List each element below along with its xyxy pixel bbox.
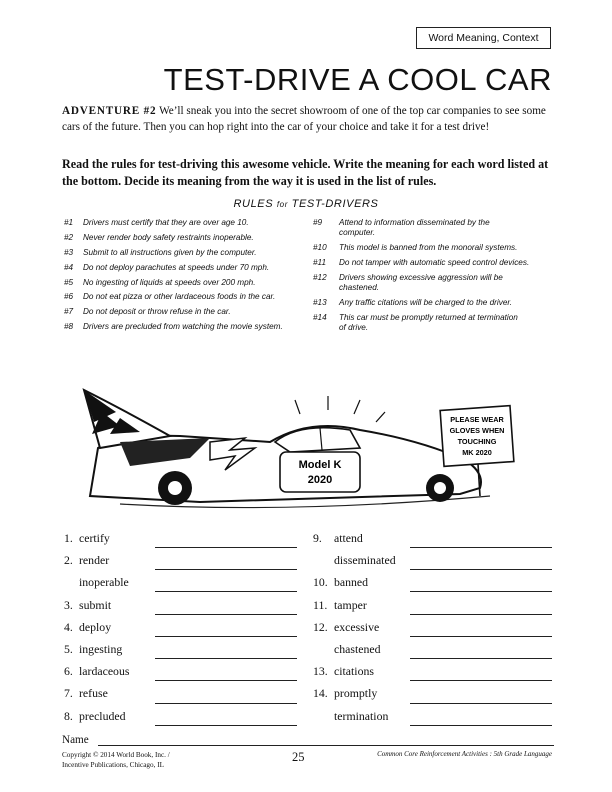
rule-item bbox=[64, 322, 284, 332]
answer-line[interactable] bbox=[410, 614, 552, 615]
directions: Read the rules for test-driving this awesome vehicle. Write the meaning for each word listed at the bottom. Decide its meaning from the way it is used in the list of rules. bbox=[62, 157, 549, 188]
rule-text: Never render body safety restraints inoperable. bbox=[83, 232, 254, 242]
vocab-word: lardaceous bbox=[79, 664, 130, 679]
vocab-number: 14. bbox=[313, 686, 328, 701]
rule-number: #12 bbox=[313, 272, 327, 282]
vocab-number: 13. bbox=[313, 664, 328, 679]
rule-item bbox=[64, 278, 314, 288]
book-title: Common Core Reinforcement Activities : 5th Grade Language bbox=[377, 750, 552, 758]
vocab-word: precluded bbox=[79, 708, 126, 723]
sign-line1: PLEASE WEAR bbox=[450, 415, 504, 424]
rule-text: This model is banned from the monorail systems. bbox=[339, 243, 518, 253]
rule-item bbox=[64, 233, 314, 243]
rule-item bbox=[313, 298, 558, 308]
rule-item bbox=[313, 243, 518, 253]
rule-number: #1 bbox=[64, 218, 74, 227]
rule-number: #3 bbox=[64, 247, 74, 257]
copyright-line2: Incentive Publications, Chicago, IL bbox=[62, 761, 164, 769]
answer-line[interactable] bbox=[410, 569, 552, 570]
answer-line[interactable] bbox=[410, 703, 552, 704]
rules-heading-for: for bbox=[276, 200, 288, 209]
rule-number: #7 bbox=[64, 307, 74, 317]
rule-text: This car must be promptly returned at termination of drive. bbox=[339, 313, 518, 333]
sign-line3: TOUCHING bbox=[457, 437, 497, 446]
vocab-row bbox=[313, 616, 558, 638]
answer-line[interactable] bbox=[410, 658, 552, 659]
vocab-word: render bbox=[79, 553, 110, 568]
rules-heading bbox=[0, 198, 612, 210]
vocab-row bbox=[313, 527, 558, 549]
vocab-row bbox=[64, 527, 304, 549]
vocab-number: 4. bbox=[64, 619, 73, 634]
vocab-row bbox=[313, 594, 558, 616]
rule-number: #13 bbox=[313, 298, 327, 308]
rule-item bbox=[313, 258, 543, 268]
copyright bbox=[62, 750, 170, 770]
vocab-number: 12. bbox=[313, 619, 328, 634]
vocab-row bbox=[64, 705, 304, 727]
rules-heading-main: RULES bbox=[233, 198, 274, 210]
vocab-number: 9. bbox=[313, 531, 322, 545]
rule-item bbox=[64, 307, 314, 317]
vocab-number: 11. bbox=[313, 597, 328, 612]
rules-list-right bbox=[313, 218, 558, 338]
rule-number: #5 bbox=[64, 277, 74, 287]
vocab-number: 1. bbox=[64, 531, 73, 545]
name-line[interactable] bbox=[98, 745, 554, 746]
rule-item bbox=[64, 248, 314, 258]
vocab-row bbox=[64, 638, 304, 660]
rule-item bbox=[64, 218, 314, 228]
vocab-word: inoperable bbox=[79, 575, 129, 590]
vocab-row bbox=[313, 705, 558, 727]
rule-item bbox=[64, 263, 274, 273]
answer-line[interactable] bbox=[155, 547, 297, 548]
vocab-number: 7. bbox=[64, 686, 73, 701]
rule-number: #6 bbox=[64, 292, 74, 302]
vocab-number: 5. bbox=[64, 641, 73, 656]
vocab-number: 3. bbox=[64, 597, 73, 612]
intro-paragraph bbox=[62, 103, 554, 135]
vocab-number: 8. bbox=[64, 708, 73, 723]
answer-line[interactable] bbox=[410, 636, 552, 637]
sign-line2: GLOVES WHEN bbox=[449, 426, 505, 435]
rule-number: #4 bbox=[64, 262, 74, 272]
answer-line[interactable] bbox=[155, 725, 297, 726]
page-title: TEST-DRIVE A COOL CAR bbox=[163, 62, 552, 97]
answer-line[interactable] bbox=[410, 725, 552, 726]
answer-line[interactable] bbox=[410, 591, 552, 592]
rule-text: Drivers must certify that they are over age 10. bbox=[83, 218, 249, 227]
vocab-word: tamper bbox=[334, 597, 367, 612]
vocab-word: certify bbox=[79, 531, 110, 545]
door-text-line1: Model K bbox=[298, 459, 342, 471]
vocab-word: termination bbox=[334, 708, 389, 723]
vocab-word: disseminated bbox=[334, 553, 396, 568]
vocab-word: ingesting bbox=[79, 641, 123, 656]
answer-line[interactable] bbox=[155, 680, 297, 681]
rule-text: Attend to information disseminated by the computer. bbox=[339, 218, 490, 238]
rule-text: Drivers showing excessive aggression will be chastened. bbox=[339, 272, 503, 293]
copyright-line1: Copyright © 2014 World Book, Inc. / bbox=[62, 751, 170, 759]
vocab-row bbox=[313, 638, 558, 660]
answer-line[interactable] bbox=[155, 636, 297, 637]
vocab-word: chastened bbox=[334, 641, 381, 656]
vocab-word: banned bbox=[334, 575, 369, 590]
rule-number: #10 bbox=[313, 243, 327, 253]
vocab-word: refuse bbox=[79, 686, 108, 701]
rule-text: Any traffic citations will be charged to the driver. bbox=[339, 298, 513, 308]
vocab-number: 10. bbox=[313, 575, 328, 590]
answer-line[interactable] bbox=[155, 614, 297, 615]
vocab-word: attend bbox=[334, 531, 363, 545]
rule-item bbox=[64, 292, 289, 302]
car-illustration bbox=[60, 378, 520, 518]
vocab-row bbox=[64, 682, 304, 704]
intro-text: We’ll sneak you into the secret showroom of one of the top car companies to see some cars of the future. Then you can hop right into the car of your choice and take it for a test drive! bbox=[62, 105, 546, 133]
vocab-word: deploy bbox=[79, 619, 112, 634]
rule-item bbox=[313, 273, 545, 294]
answer-line[interactable] bbox=[155, 703, 297, 704]
vocab-word: promptly bbox=[334, 686, 378, 701]
rule-number: #14 bbox=[313, 313, 327, 323]
adventure-label: ADVENTURE #2 bbox=[62, 105, 157, 117]
rule-item bbox=[313, 218, 513, 239]
vocab-word: submit bbox=[79, 597, 112, 612]
vocab-row bbox=[313, 660, 558, 682]
sign-line4: MK 2020 bbox=[462, 448, 492, 457]
rule-text: Do not deploy parachutes at speeds under 70 mph. bbox=[83, 262, 270, 272]
name-label: Name bbox=[62, 734, 89, 746]
vocab-row bbox=[64, 594, 304, 616]
vocab-row bbox=[64, 616, 304, 638]
rule-text: Do not eat pizza or other lardaceous foods in the car. bbox=[83, 292, 276, 302]
answer-line[interactable] bbox=[155, 591, 297, 592]
skill-tag: Word Meaning, Context bbox=[416, 27, 551, 49]
answer-line[interactable] bbox=[155, 658, 297, 659]
answer-line[interactable] bbox=[410, 547, 552, 548]
door-text-line2: 2020 bbox=[307, 474, 333, 486]
answer-line[interactable] bbox=[155, 569, 297, 570]
rule-number: #8 bbox=[64, 322, 74, 332]
vocab-row bbox=[64, 660, 304, 682]
rule-item bbox=[313, 313, 523, 334]
page-number: 25 bbox=[292, 750, 305, 764]
rule-text: Drivers are precluded from watching the movie system. bbox=[83, 322, 283, 332]
rule-number: #9 bbox=[313, 218, 323, 227]
rule-text: Submit to all instructions given by the computer. bbox=[83, 247, 257, 257]
answer-line[interactable] bbox=[410, 680, 552, 681]
rules-heading-end: TEST-DRIVERS bbox=[291, 198, 379, 210]
rule-number: #11 bbox=[313, 258, 327, 268]
vocab-list-left bbox=[64, 527, 304, 727]
vocab-list-right bbox=[313, 527, 558, 727]
vocab-word: excessive bbox=[334, 619, 380, 634]
vocab-word: citations bbox=[334, 664, 374, 679]
rule-text: Do not deposit or throw refuse in the car. bbox=[83, 307, 231, 317]
vocab-number: 6. bbox=[64, 664, 73, 679]
rule-text: Do not tamper with automatic speed control devices. bbox=[339, 258, 530, 268]
rules-list-left bbox=[64, 218, 314, 337]
rule-number: #2 bbox=[64, 232, 74, 242]
rule-text: No ingesting of liquids at speeds over 200 mph. bbox=[83, 277, 256, 287]
vocab-row bbox=[313, 682, 558, 704]
vocab-number: 2. bbox=[64, 553, 73, 568]
